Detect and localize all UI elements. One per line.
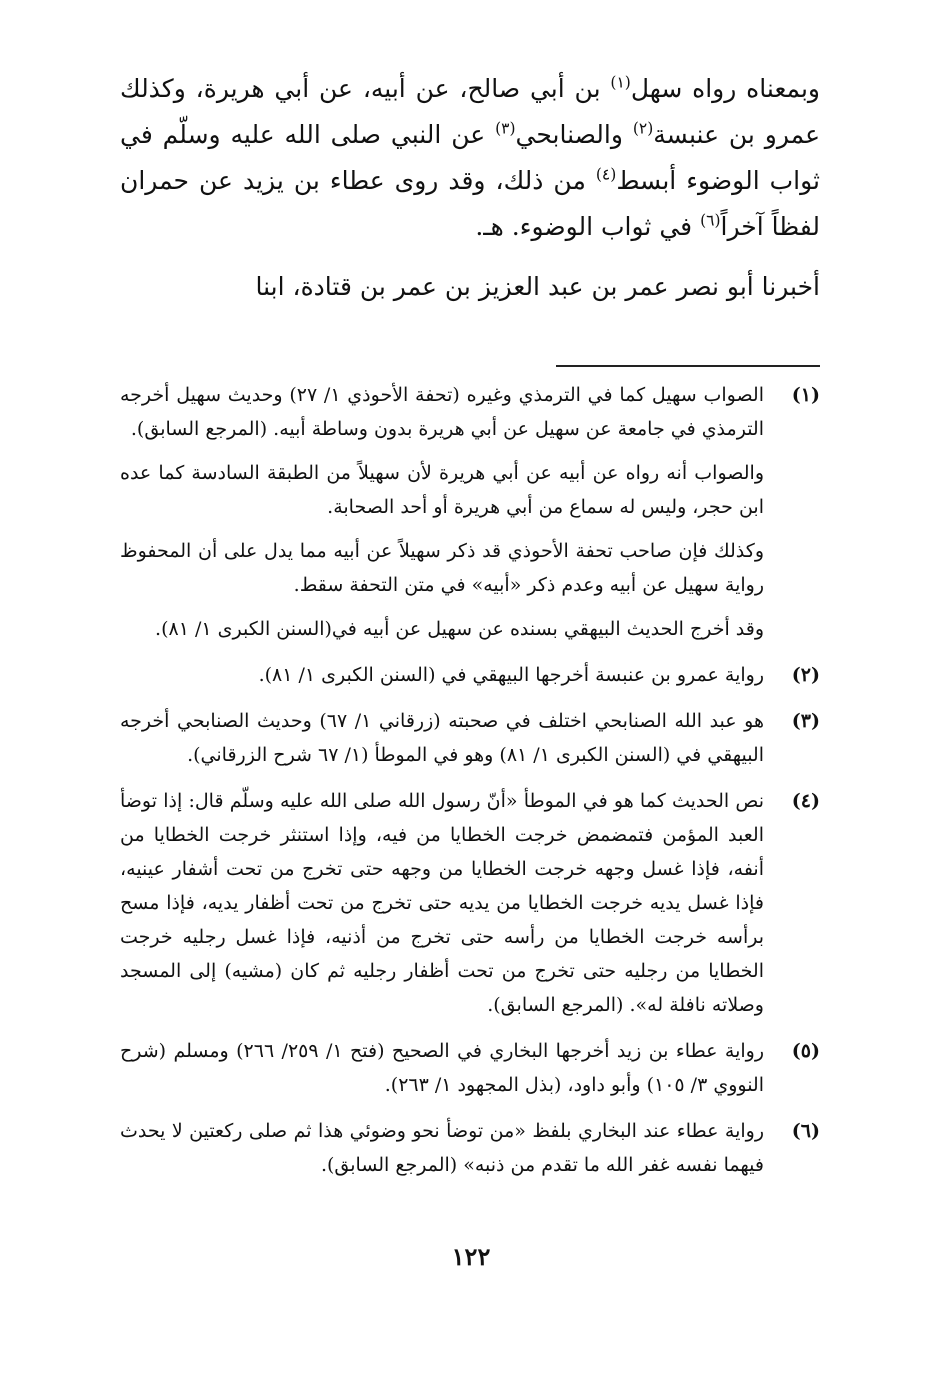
footnote-3 [120, 704, 820, 772]
footnote-paragraph: وكذلك فإن صاحب تحفة الأحوذي قد ذكر سهيلاً عن أبيه مما يدل على أن المحفوظ رواية سهيل عن أبيه وعدم ذكر «أبيه» في متن التحفة سقط. [120, 540, 764, 596]
footnote-number: (٥) [791, 1040, 820, 1062]
page-number: ١٢٢ [451, 1242, 491, 1271]
footnote-ref-6: (٦) [700, 211, 721, 230]
footnote-number: (٣) [791, 710, 820, 732]
footnote-paragraph: الصواب سهيل كما في الترمذي وغيره (تحفة الأحوذي ١/ ٢٧) وحديث سهيل أخرجه الترمذي في جامعة عن سهيل عن أبي هريرة بدون وساطة أبيه. (المرجع السابق). [120, 384, 764, 440]
footnote-ref-4: (٤) [595, 165, 617, 184]
main-text-segment: من ذلك، وقد روى عطاء بن يزيد عن حمران لفظاً آخراً [120, 166, 820, 241]
footnote-separator [556, 365, 820, 367]
footnote-ref-2: (٢) [632, 119, 654, 138]
footnote-body [120, 658, 764, 692]
footnote-paragraph: وقد أخرج الحديث البيهقي بسنده عن سهيل عن أبيه في(السنن الكبرى ١/ ٨١). [155, 618, 764, 640]
main-paragraph-1 [120, 66, 820, 250]
footnote-body [120, 784, 764, 1022]
footnote-number: (١) [791, 384, 820, 406]
footnotes [120, 378, 820, 1194]
footnote-6 [120, 1114, 820, 1182]
footnote-body [120, 1034, 764, 1102]
footnote-1 [120, 378, 820, 646]
footnote-ref-3: (٣) [495, 119, 516, 138]
footnote-paragraph: رواية عطاء بن زيد أخرجها البخاري في الصحيح (فتح ١/ ٢٥٩/ ٢٦٦) ومسلم (شرح النووي ٣/ ١٠٥) وأبو داود، (بذل المجهود ١/ ٢٦٣). [120, 1040, 764, 1096]
footnote-5 [120, 1034, 820, 1102]
main-text-segment: بن أبي صالح، عن أبيه، عن أبي هريرة، وكذلك عمرو بن عنبسة [120, 74, 820, 149]
footnote-number: (٢) [791, 664, 820, 686]
footnote-body [120, 704, 764, 772]
footnote-4 [120, 784, 820, 1022]
main-text-segment: والصنابحي [515, 120, 633, 149]
main-text [120, 66, 820, 320]
footnote-number: (٤) [791, 790, 820, 812]
main-text-segment: وبمعناه رواه سهل [630, 74, 820, 103]
main-text-segment: عن النبي صلى الله عليه وسلّم في ثواب الوضوء أبسط [120, 120, 821, 195]
footnote-number: (٦) [791, 1120, 820, 1142]
footnote-paragraph: نص الحديث كما هو في الموطأ «أنّ رسول الله صلى الله عليه وسلّم قال: إذا توضأ العبد المؤمن فتمضمض خرجت الخطايا من فيه، وإذا استنثر خرجت الخطايا من أنفه، فإذا غسل وجهه خرجت الخطايا من وجهه حتى تخرج من تحت أشفار عينيه، فإذا غسل يديه خرجت الخطايا من يديه حتى تخرج من تحت أظفار يديه، فإذا مسح برأسه خرجت الخطايا من رأسه حتى تخرج من أذنيه، فإذا غسل رجليه خرجت الخطايا من رجليه حتى تخرج من تحت أظفار رجليه ثم كان (مشيه) إلى المسجد وصلاته نافلة له». (المرجع السابق). [120, 790, 764, 1016]
footnote-body [120, 1114, 764, 1182]
footnote-paragraph: رواية عمرو بن عنبسة أخرجها البيهقي في (السنن الكبرى ١/ ٨١). [258, 664, 764, 686]
footnote-paragraph: هو عبد الله الصنابحي اختلف في صحبته (زرقاني ١/ ٦٧) وحديث الصنابحي أخرجه البيهقي في (السنن الكبرى ١/ ٨١) وهو في الموطأ (١/ ٦٧ شرح الزرقاني). [120, 710, 764, 766]
footnote-body [120, 378, 764, 646]
main-paragraph-2: أخبرنا أبو نصر عمر بن عبد العزيز بن عمر بن قتادة، ابنا [255, 272, 820, 301]
footnote-ref-1: (١) [610, 73, 631, 92]
footnote-2 [120, 658, 820, 692]
footnote-paragraph: والصواب أنه رواه عن أبيه عن أبي هريرة لأن سهيلاً من الطبقة السادسة كما عده ابن حجر، وليس له سماع من أبي هريرة أو أحد الصحابة. [120, 462, 764, 518]
footnote-paragraph: رواية عطاء عند البخاري بلفظ «من توضأ نحو وضوئي هذا ثم صلى ركعتين لا يحدث فيهما نفسه غفر الله ما تقدم من ذنبه» (المرجع السابق). [120, 1120, 764, 1176]
main-text-segment: في ثواب الوضوء. هـ. [475, 212, 701, 241]
